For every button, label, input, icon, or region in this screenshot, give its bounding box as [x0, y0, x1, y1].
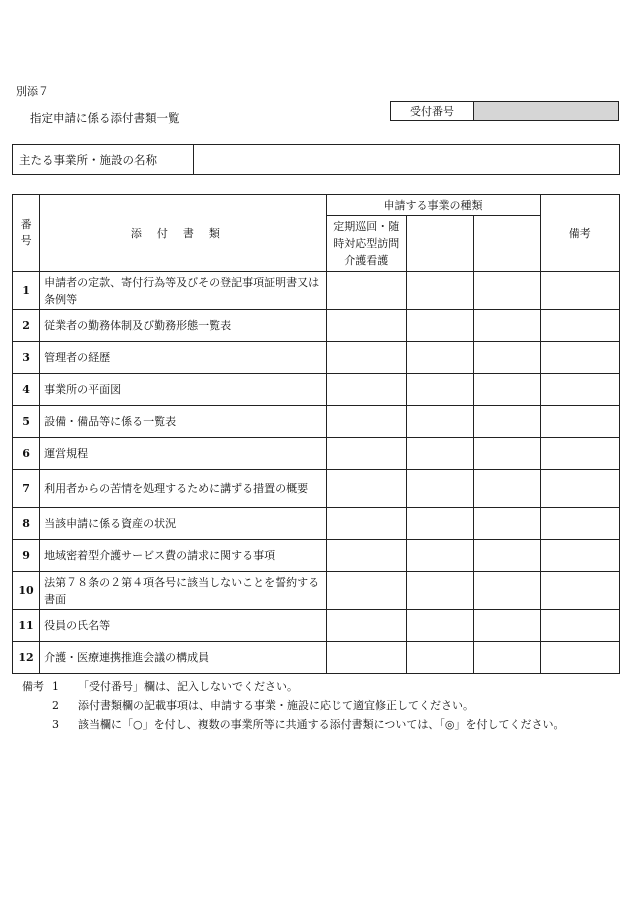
row-document: 管理者の経歴 — [40, 342, 326, 374]
row-number: 3 — [13, 342, 40, 374]
table-row — [13, 572, 620, 610]
header-attachments: 添付書類 — [40, 195, 326, 272]
row-document: 利用者からの苦情を処理するために講ずる措置の概要 — [40, 470, 326, 508]
row-service-2-cell[interactable] — [406, 540, 473, 572]
row-service-1-cell[interactable] — [326, 374, 406, 406]
row-service-1-cell[interactable] — [326, 406, 406, 438]
table-row — [13, 470, 620, 508]
row-service-3-cell[interactable] — [474, 406, 540, 438]
header-number: 番号 — [13, 195, 40, 272]
row-number: 9 — [13, 540, 40, 572]
row-service-2-cell[interactable] — [406, 310, 473, 342]
row-service-1-cell[interactable] — [326, 508, 406, 540]
row-number: 1 — [13, 272, 40, 310]
table-row — [13, 374, 620, 406]
row-service-2-cell[interactable] — [406, 610, 473, 642]
table-row — [13, 642, 620, 674]
document-title: 指定申請に係る添付書類一覧 — [30, 111, 180, 125]
row-number: 12 — [13, 642, 40, 674]
row-service-3-cell[interactable] — [474, 642, 540, 674]
row-service-3-cell[interactable] — [474, 342, 540, 374]
row-service-1-cell[interactable] — [326, 310, 406, 342]
table-row — [13, 508, 620, 540]
row-service-3-cell[interactable] — [474, 508, 540, 540]
header-notes: 備考 — [540, 195, 619, 272]
row-notes-cell[interactable] — [540, 438, 619, 470]
row-service-3-cell[interactable] — [474, 470, 540, 508]
receipt-number-label: 受付番号 — [391, 102, 474, 121]
facility-name-label: 主たる事業所・施設の名称 — [13, 145, 194, 175]
row-service-1-cell[interactable] — [326, 438, 406, 470]
table-row — [13, 406, 620, 438]
row-service-3-cell[interactable] — [474, 272, 540, 310]
row-service-1-cell[interactable] — [326, 610, 406, 642]
row-notes-cell[interactable] — [540, 642, 619, 674]
row-number: 4 — [13, 374, 40, 406]
row-service-3-cell[interactable] — [474, 310, 540, 342]
facility-name-field[interactable] — [194, 145, 620, 175]
table-row — [13, 540, 620, 572]
row-document: 介護・医療連携推進会議の構成員 — [40, 642, 326, 674]
row-document: 地域密着型介護サービス費の請求に関する事項 — [40, 540, 326, 572]
row-service-2-cell[interactable] — [406, 272, 473, 310]
row-service-2-cell[interactable] — [406, 470, 473, 508]
row-service-1-cell[interactable] — [326, 572, 406, 610]
row-document: 従業者の勤務体制及び勤務形態一覧表 — [40, 310, 326, 342]
note-item: 2 添付書類欄の記載事項は、申請する事業・施設に応じて適宜修正してください。 — [52, 699, 474, 712]
table-row — [13, 610, 620, 642]
row-service-1-cell[interactable] — [326, 540, 406, 572]
service-type-3[interactable] — [474, 216, 540, 272]
row-notes-cell[interactable] — [540, 470, 619, 508]
row-notes-cell[interactable] — [540, 406, 619, 438]
receipt-number-field[interactable] — [474, 102, 619, 121]
row-number: 2 — [13, 310, 40, 342]
row-document: 当該申請に係る資産の状況 — [40, 508, 326, 540]
document-label: 別添７ — [16, 85, 49, 98]
row-number: 11 — [13, 610, 40, 642]
row-service-2-cell[interactable] — [406, 342, 473, 374]
attachment-table — [12, 194, 620, 674]
row-notes-cell[interactable] — [540, 572, 619, 610]
row-service-1-cell[interactable] — [326, 342, 406, 374]
receipt-number-box — [390, 101, 619, 121]
row-number: 6 — [13, 438, 40, 470]
row-service-2-cell[interactable] — [406, 642, 473, 674]
table-row — [13, 272, 620, 310]
table-row — [13, 310, 620, 342]
row-notes-cell[interactable] — [540, 272, 619, 310]
row-notes-cell[interactable] — [540, 610, 619, 642]
row-service-2-cell[interactable] — [406, 438, 473, 470]
row-notes-cell[interactable] — [540, 374, 619, 406]
row-notes-cell[interactable] — [540, 342, 619, 374]
row-service-3-cell[interactable] — [474, 610, 540, 642]
service-type-2[interactable] — [406, 216, 473, 272]
row-number: 10 — [13, 572, 40, 610]
row-document: 法第７８条の２第４項各号に該当しないことを誓約する書面 — [40, 572, 326, 610]
row-service-3-cell[interactable] — [474, 374, 540, 406]
row-service-1-cell[interactable] — [326, 642, 406, 674]
row-document: 設備・備品等に係る一覧表 — [40, 406, 326, 438]
row-service-3-cell[interactable] — [474, 540, 540, 572]
row-document: 申請者の定款、寄付行為等及びその登記事項証明書又は条例等 — [40, 272, 326, 310]
service-type-1: 定期巡回・随時対応型訪問介護看護 — [326, 216, 406, 272]
row-number: 5 — [13, 406, 40, 438]
row-number: 8 — [13, 508, 40, 540]
notes-section — [22, 677, 564, 734]
facility-name-box — [12, 144, 620, 175]
note-item: 備考 1 「受付番号」欄は、記入しないでください。 — [22, 677, 564, 696]
notes-label: 備考 — [22, 680, 44, 693]
row-service-1-cell[interactable] — [326, 470, 406, 508]
row-number: 7 — [13, 470, 40, 508]
row-service-3-cell[interactable] — [474, 572, 540, 610]
row-notes-cell[interactable] — [540, 540, 619, 572]
row-document: 運営規程 — [40, 438, 326, 470]
row-service-2-cell[interactable] — [406, 406, 473, 438]
header-service-type: 申請する事業の種類 — [326, 195, 540, 216]
row-service-3-cell[interactable] — [474, 438, 540, 470]
row-notes-cell[interactable] — [540, 310, 619, 342]
table-row — [13, 342, 620, 374]
row-service-2-cell[interactable] — [406, 572, 473, 610]
row-service-1-cell[interactable] — [326, 272, 406, 310]
row-document: 役員の氏名等 — [40, 610, 326, 642]
row-service-2-cell[interactable] — [406, 508, 473, 540]
row-service-2-cell[interactable] — [406, 374, 473, 406]
row-document: 事業所の平面図 — [40, 374, 326, 406]
table-row — [13, 438, 620, 470]
note-item: 3 該当欄に「○」を付し、複数の事業所等に共通する添付書類については、「◎」を付してください。 — [52, 718, 565, 731]
row-notes-cell[interactable] — [540, 508, 619, 540]
